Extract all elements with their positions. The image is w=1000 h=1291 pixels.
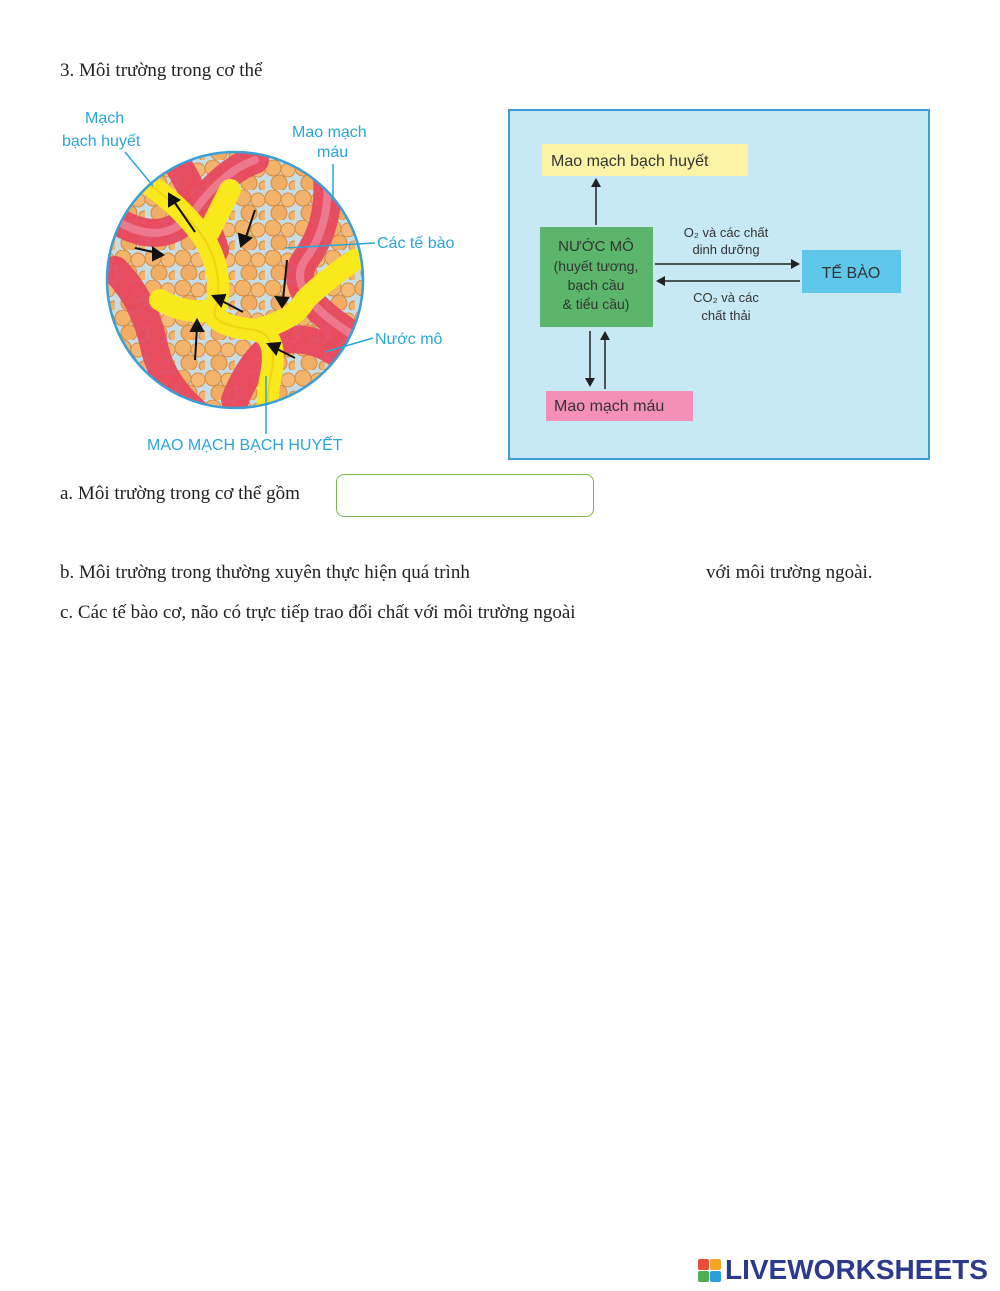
label-lymph-vessel-line2: bạch huyết	[62, 133, 141, 150]
question-part-b-left: b. Môi trường trong thường xuyên thực hiện quá trình	[60, 562, 470, 583]
tissue-circle-diagram	[55, 100, 485, 465]
label-tissue-fluid: Nước mô	[375, 331, 443, 348]
tissue-illustration	[95, 140, 385, 430]
label-cells: Các tế bào	[377, 235, 455, 252]
cell-box-label: TẾ BÀO	[821, 265, 881, 282]
co2-text-line1: CO₂ và các	[693, 290, 759, 305]
question-part-b-right: với môi trường ngoài.	[706, 562, 873, 583]
logo-mark-icon	[698, 1259, 721, 1282]
tissue-fluid-line3: bạch cầu	[567, 277, 625, 293]
label-lymph-capillary: MAO MẠCH BẠCH HUYẾT	[147, 437, 343, 454]
co2-text-line2: chất thải	[701, 308, 751, 323]
label-lymph-vessel-line1: Mạch	[85, 110, 125, 127]
tissue-fluid-line2: (huyết tương,	[553, 258, 639, 274]
answer-a-input[interactable]	[336, 474, 594, 517]
liveworksheets-logo	[698, 1252, 988, 1288]
question-heading: 3. Môi trường trong cơ thể	[60, 60, 263, 81]
answer-c-input[interactable]	[640, 597, 844, 629]
o2-text-line1: O₂ và các chất	[683, 225, 769, 240]
tissue-fluid-title: NƯỚC MÔ	[558, 238, 634, 255]
question-part-a: a. Môi trường trong cơ thể gồm	[60, 483, 300, 504]
blood-capillary-box-label: Mao mạch máu	[554, 398, 665, 415]
answer-b-input[interactable]	[520, 558, 704, 590]
label-blood-capillary-line2: máu	[317, 144, 349, 161]
logo-text: LIVEWORKSHEETS	[725, 1254, 988, 1285]
lymph-capillary-box-label: Mao mạch bạch huyết	[551, 153, 709, 170]
question-part-c: c. Các tế bào cơ, não có trực tiếp trao đổi chất với môi trường ngoài	[60, 602, 576, 623]
tissue-fluid-line4: & tiểu cầu)	[562, 296, 630, 312]
label-blood-capillary-line1: Mao mạch	[292, 124, 367, 141]
exchange-flow-diagram	[508, 109, 930, 460]
o2-text-line2: dinh dưỡng	[692, 242, 760, 257]
